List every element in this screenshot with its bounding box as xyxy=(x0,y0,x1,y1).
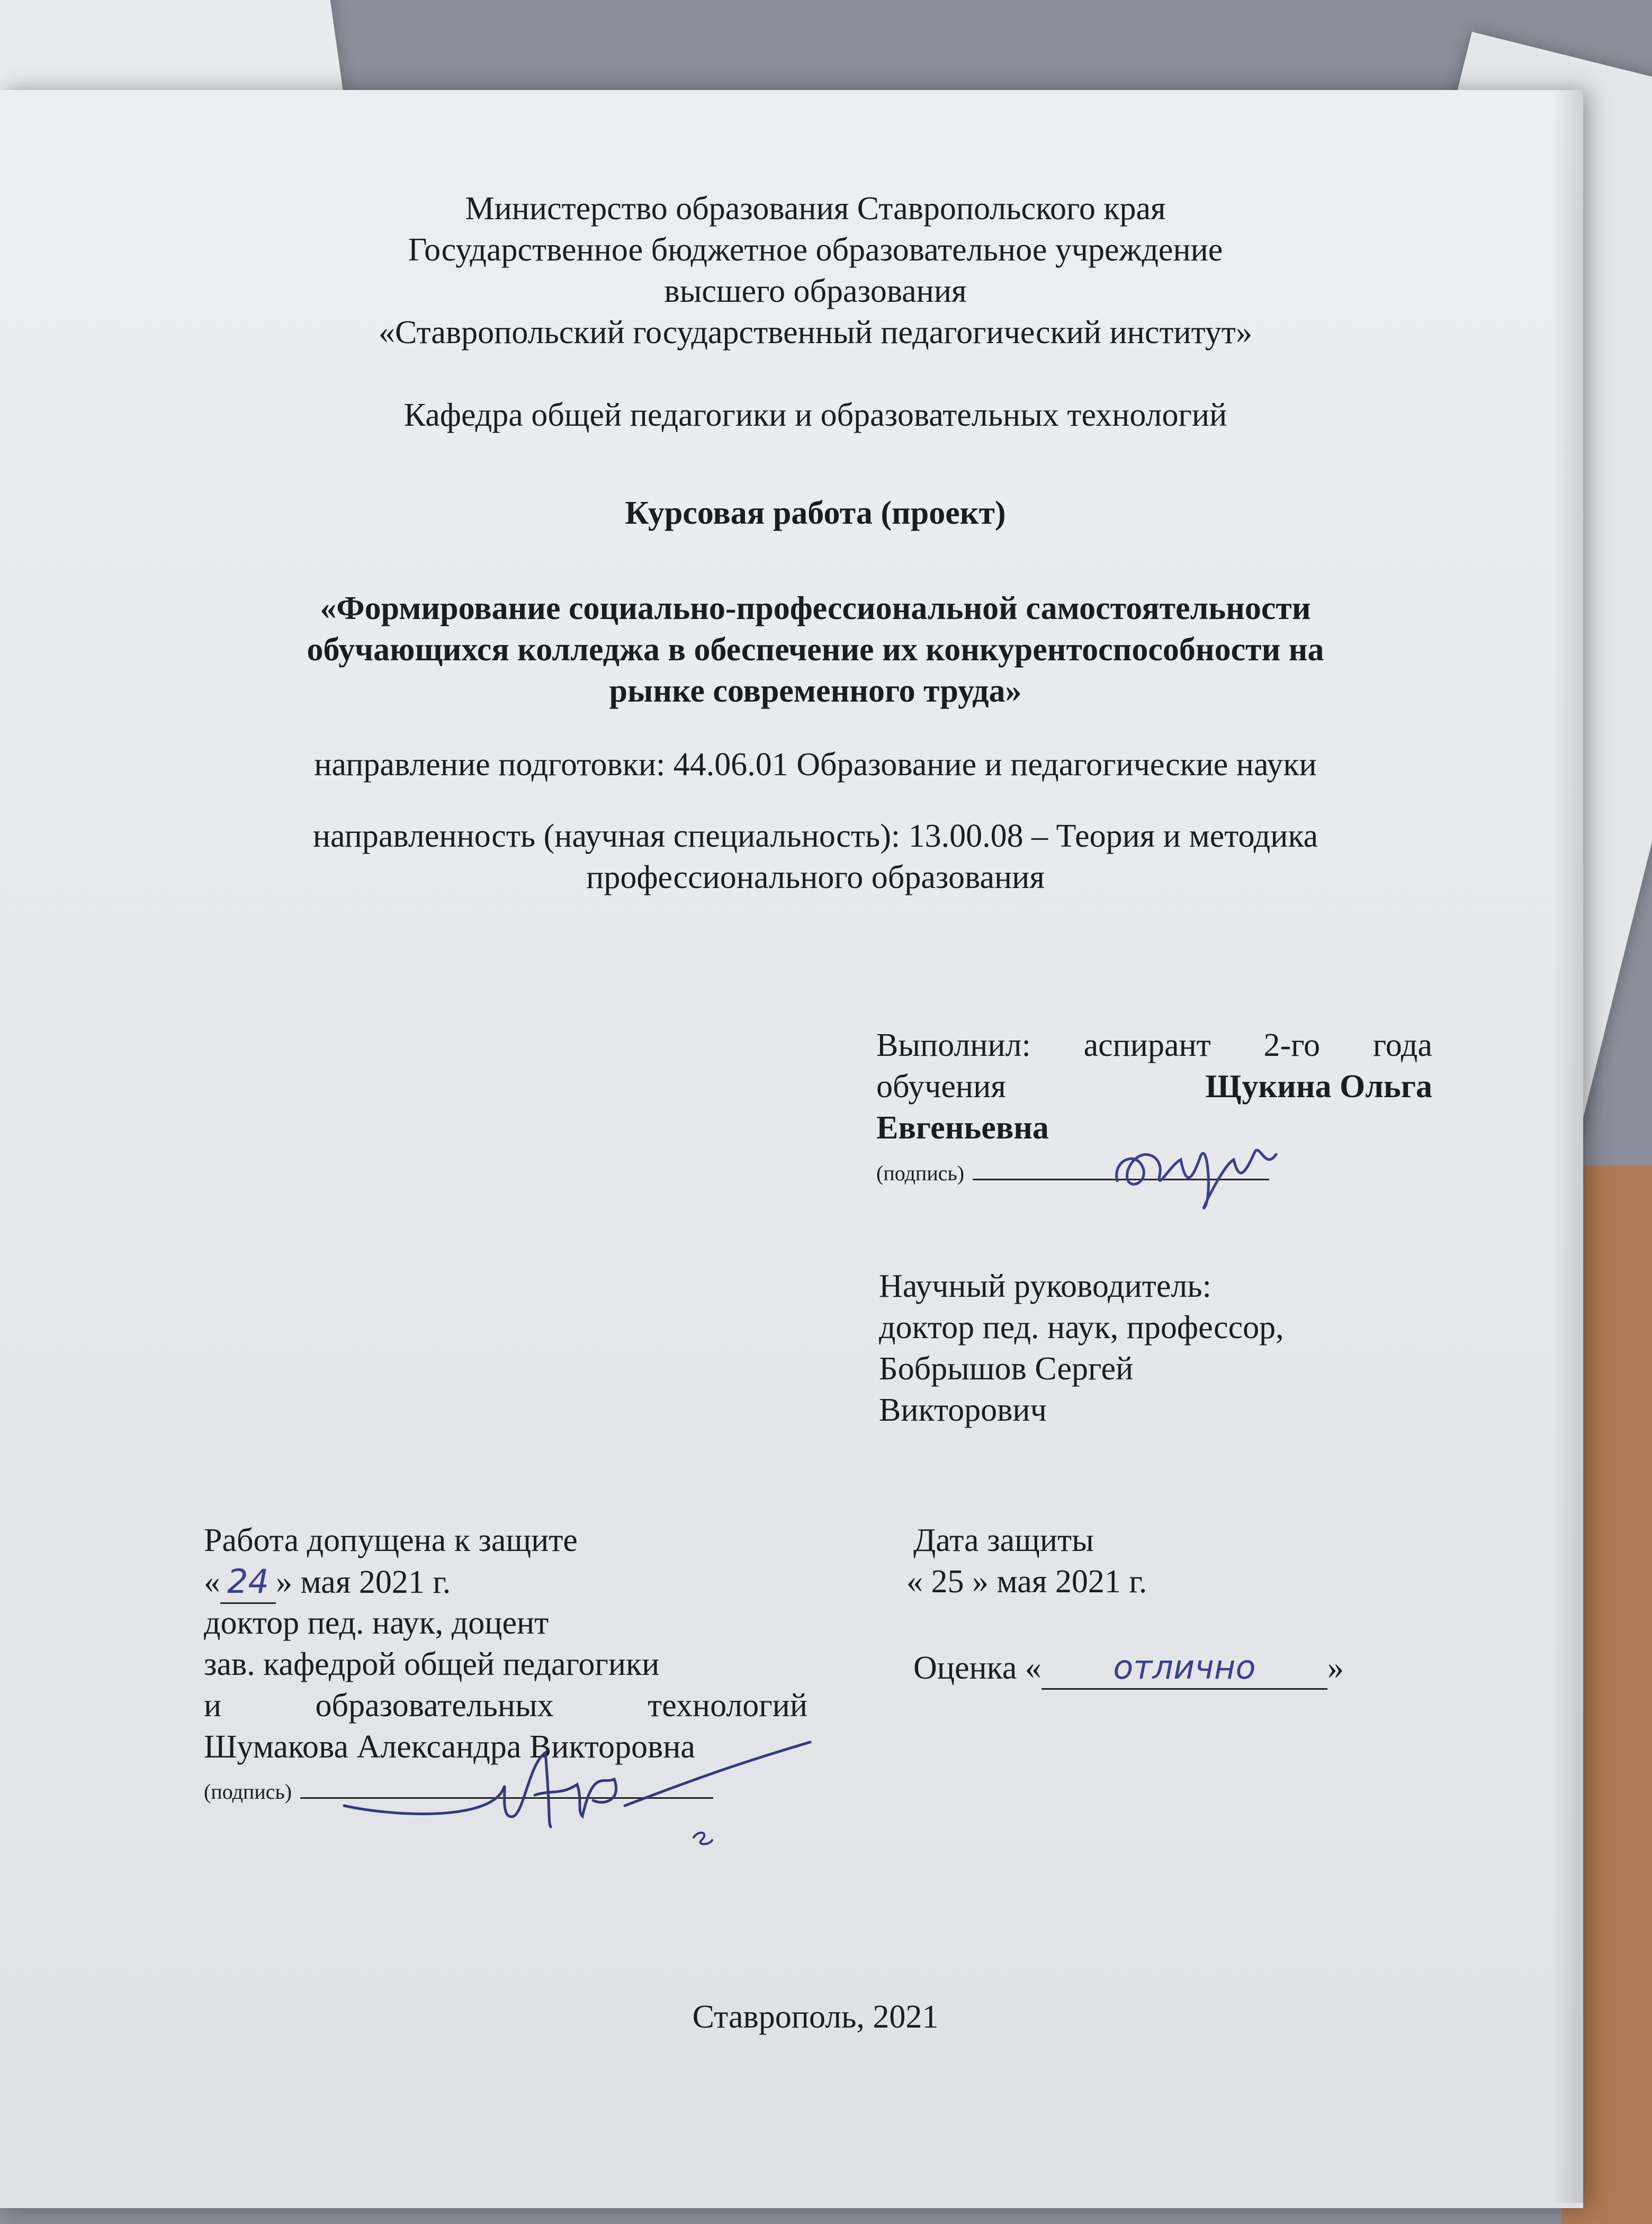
approver-position-2c: технологий xyxy=(648,1688,807,1724)
department-line: Кафедра общей педагогики и образовательных технологий xyxy=(403,397,1227,433)
institution-line-1: Государственное бюджетное образовательное учреждение xyxy=(408,232,1223,268)
author-signature-label: (подпись) xyxy=(876,1161,965,1185)
approver-position-2b: образовательных xyxy=(315,1688,554,1724)
author-name-part: Щукина Ольга xyxy=(1205,1069,1432,1105)
approver-name: Шумакова Александра Викторовна xyxy=(204,1729,695,1765)
specialty-line-2: профессионального образования xyxy=(586,859,1045,895)
grade-close: » xyxy=(1327,1650,1344,1686)
approver-position-2a: и xyxy=(204,1688,222,1724)
grade-label: Оценка « xyxy=(913,1650,1042,1686)
specialty-line-1: направленность (научная специальность): 13.00.08 – Теория и методика xyxy=(312,818,1318,854)
supervisor-name-1: Бобрышов Сергей xyxy=(879,1351,1134,1387)
approver-position-1: зав. кафедрой общей педагогики xyxy=(204,1646,660,1682)
work-type: Курсовая работа (проект) xyxy=(625,495,1006,531)
approver-degree: доктор пед. наук, доцент xyxy=(204,1605,549,1641)
approver-signature-image xyxy=(328,1737,837,1859)
admission-date xyxy=(204,1561,451,1604)
admission-quote-open: « xyxy=(204,1564,220,1600)
ministry-line: Министерство образования Ставропольского края xyxy=(465,191,1166,227)
grade-row xyxy=(913,1647,1344,1690)
title-line-1: «Формирование социально-профессиональной самостоятельности xyxy=(320,590,1311,626)
admission-date-rest: » мая 2021 г. xyxy=(276,1564,451,1600)
page-edge-shadow xyxy=(1551,90,1583,2203)
direction-line: направление подготовки: 44.06.01 Образование и педагогические науки xyxy=(314,747,1317,783)
supervisor-label: Научный руководитель: xyxy=(879,1268,1211,1304)
author-line-1: Выполнил: аспирант 2-го года xyxy=(876,1027,1432,1063)
supervisor-degree: доктор пед. наук, профессор, xyxy=(879,1310,1284,1346)
author-patronymic: Евгеньевна xyxy=(876,1110,1049,1146)
institution-line-2: высшего образования xyxy=(664,273,967,309)
approver-signature-label: (подпись) xyxy=(204,1780,292,1804)
institution-name: «Ставропольский государственный педагогический институт» xyxy=(379,315,1252,351)
admission-line: Работа допущена к защите xyxy=(204,1522,578,1558)
defense-label: Дата защиты xyxy=(913,1522,1094,1558)
supervisor-name-2: Викторович xyxy=(879,1392,1047,1428)
author-signature-image xyxy=(1107,1101,1287,1213)
author-study-label: обучения xyxy=(876,1069,1006,1105)
defense-date: « 25 » мая 2021 г. xyxy=(906,1564,1147,1600)
grade-handwritten: отлично xyxy=(1042,1647,1327,1690)
title-line-3: рынке современного труда» xyxy=(609,673,1022,709)
admission-day-handwritten: 24 xyxy=(220,1561,276,1604)
title-line-2: обучающихся колледжа в обеспечение их конкурентоспособности на xyxy=(307,632,1324,668)
footer-city-year: Ставрополь, 2021 xyxy=(692,1999,939,2035)
approver-position-2 xyxy=(204,1685,807,1726)
